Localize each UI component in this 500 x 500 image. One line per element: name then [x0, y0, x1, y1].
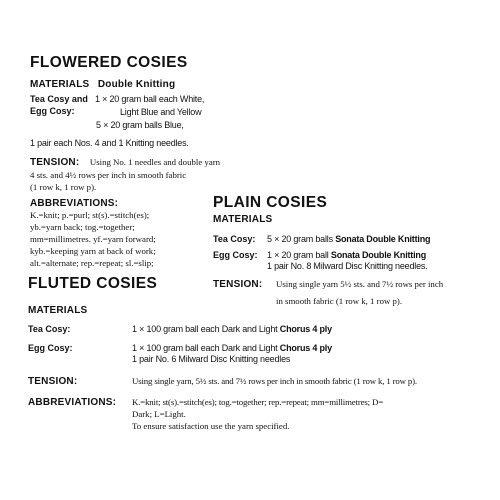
flowered-tension-detail-2: (1 row k, 1 row p). — [30, 182, 97, 192]
flowered-tea-line-1: 1 × 20 gram ball each White, — [95, 94, 205, 104]
fluted-abbrev-line-2: Dark; L=Light. — [132, 409, 186, 419]
fluted-tea-label: Tea Cosy: — [28, 324, 71, 334]
plain-tea-text-bold: Sonata Double Knitting — [335, 234, 431, 244]
fluted-tension-label: TENSION: — [28, 376, 78, 387]
flowered-tea-egg-label-1: Tea Cosy and — [30, 94, 88, 104]
fluted-tea-text-bold: Chorus 4 ply — [279, 324, 332, 334]
plain-materials-heading: MATERIALS — [213, 214, 273, 225]
flowered-materials-heading: MATERIALS — [30, 79, 90, 90]
plain-tea-text — [267, 234, 430, 244]
flowered-abbrev-heading: ABBREVIATIONS: — [30, 198, 119, 209]
plain-egg-text-plain: 1 × 20 gram ball — [267, 250, 329, 260]
fluted-abbrev-label: ABBREVIATIONS: — [28, 397, 117, 408]
plain-egg-label: Egg Cosy: — [213, 250, 258, 260]
flowered-materials-row — [30, 74, 175, 92]
plain-tension-line-1: Using single yarn 5½ sts. and 7½ rows per inch — [276, 279, 444, 289]
fluted-tea-text — [132, 324, 332, 334]
flowered-tension-label: TENSION: — [30, 157, 80, 168]
flowered-abbrev-line: mm=millimetres. yf.=yarn forward; — [30, 234, 156, 244]
flowered-tension-text: Using No. 1 needles and double yarn — [89, 157, 221, 167]
fluted-egg-label: Egg Cosy: — [28, 343, 73, 353]
flowered-tea-egg-label-2: Egg Cosy: — [30, 106, 75, 116]
fluted-egg-text — [132, 343, 332, 353]
fluted-abbrev-line-1: K.=knit; st(s).=stitch(es); tog.=together; rep.=repeat; mm=millimetres; D= — [132, 397, 383, 407]
flowered-tea-line-2: Light Blue and Yellow — [120, 107, 202, 117]
flowered-tension-row — [30, 152, 220, 170]
fluted-tension-text: Using single yarn, 5½ sts. and 7½ rows per inch in smooth fabric (1 row k, 1 row p). — [132, 376, 417, 386]
plain-egg-text — [267, 250, 426, 260]
flowered-abbrev-line: kyb.=keeping yarn at back of work; — [30, 246, 156, 256]
fluted-title: FLUTED COSIES — [28, 275, 158, 292]
fluted-tea-text-plain: 1 × 100 gram ball each Dark and Light — [132, 324, 278, 334]
fluted-materials-heading: MATERIALS — [28, 305, 88, 316]
flowered-abbrev-line: alt.=alternate; rep.=repeat; sl.=slip; — [30, 258, 154, 268]
flowered-abbrev-line: K.=knit; p.=purl; st(s).=stitch(es); — [30, 210, 150, 220]
plain-egg-line-2: 1 pair No. 8 Milward Disc Knitting needles. — [267, 261, 428, 271]
plain-egg-text-bold: Sonata Double Knitting — [330, 250, 426, 260]
flowered-abbrev-line: yb.=yarn back; tog.=together; — [30, 222, 135, 232]
plain-tension-line-2: in smooth fabric (1 row k, 1 row p). — [276, 296, 403, 306]
fluted-egg-line-2: 1 pair No. 6 Milward Disc Knitting needles — [132, 354, 291, 364]
flowered-tension-detail-1: 4 sts. and 4½ rows per inch in smooth fabric — [30, 170, 187, 180]
fluted-egg-text-plain: 1 × 100 gram ball each Dark and Light — [132, 343, 278, 353]
flowered-materials-yarn: Double Knitting — [97, 79, 176, 90]
plain-title: PLAIN COSIES — [213, 194, 328, 211]
plain-tension-label: TENSION: — [213, 279, 263, 290]
flowered-needles: 1 pair each Nos. 4 and 1 Knitting needles. — [30, 138, 189, 148]
plain-tea-text-plain: 5 × 20 gram balls — [267, 234, 333, 244]
plain-tea-label: Tea Cosy: — [213, 234, 256, 244]
flowered-title: FLOWERED COSIES — [30, 54, 188, 71]
flowered-tea-line-3: 5 × 20 gram balls Blue, — [96, 120, 184, 130]
fluted-abbrev-line-3: To ensure satisfaction use the yarn specified. — [132, 421, 290, 431]
fluted-egg-text-bold: Chorus 4 ply — [279, 343, 332, 353]
